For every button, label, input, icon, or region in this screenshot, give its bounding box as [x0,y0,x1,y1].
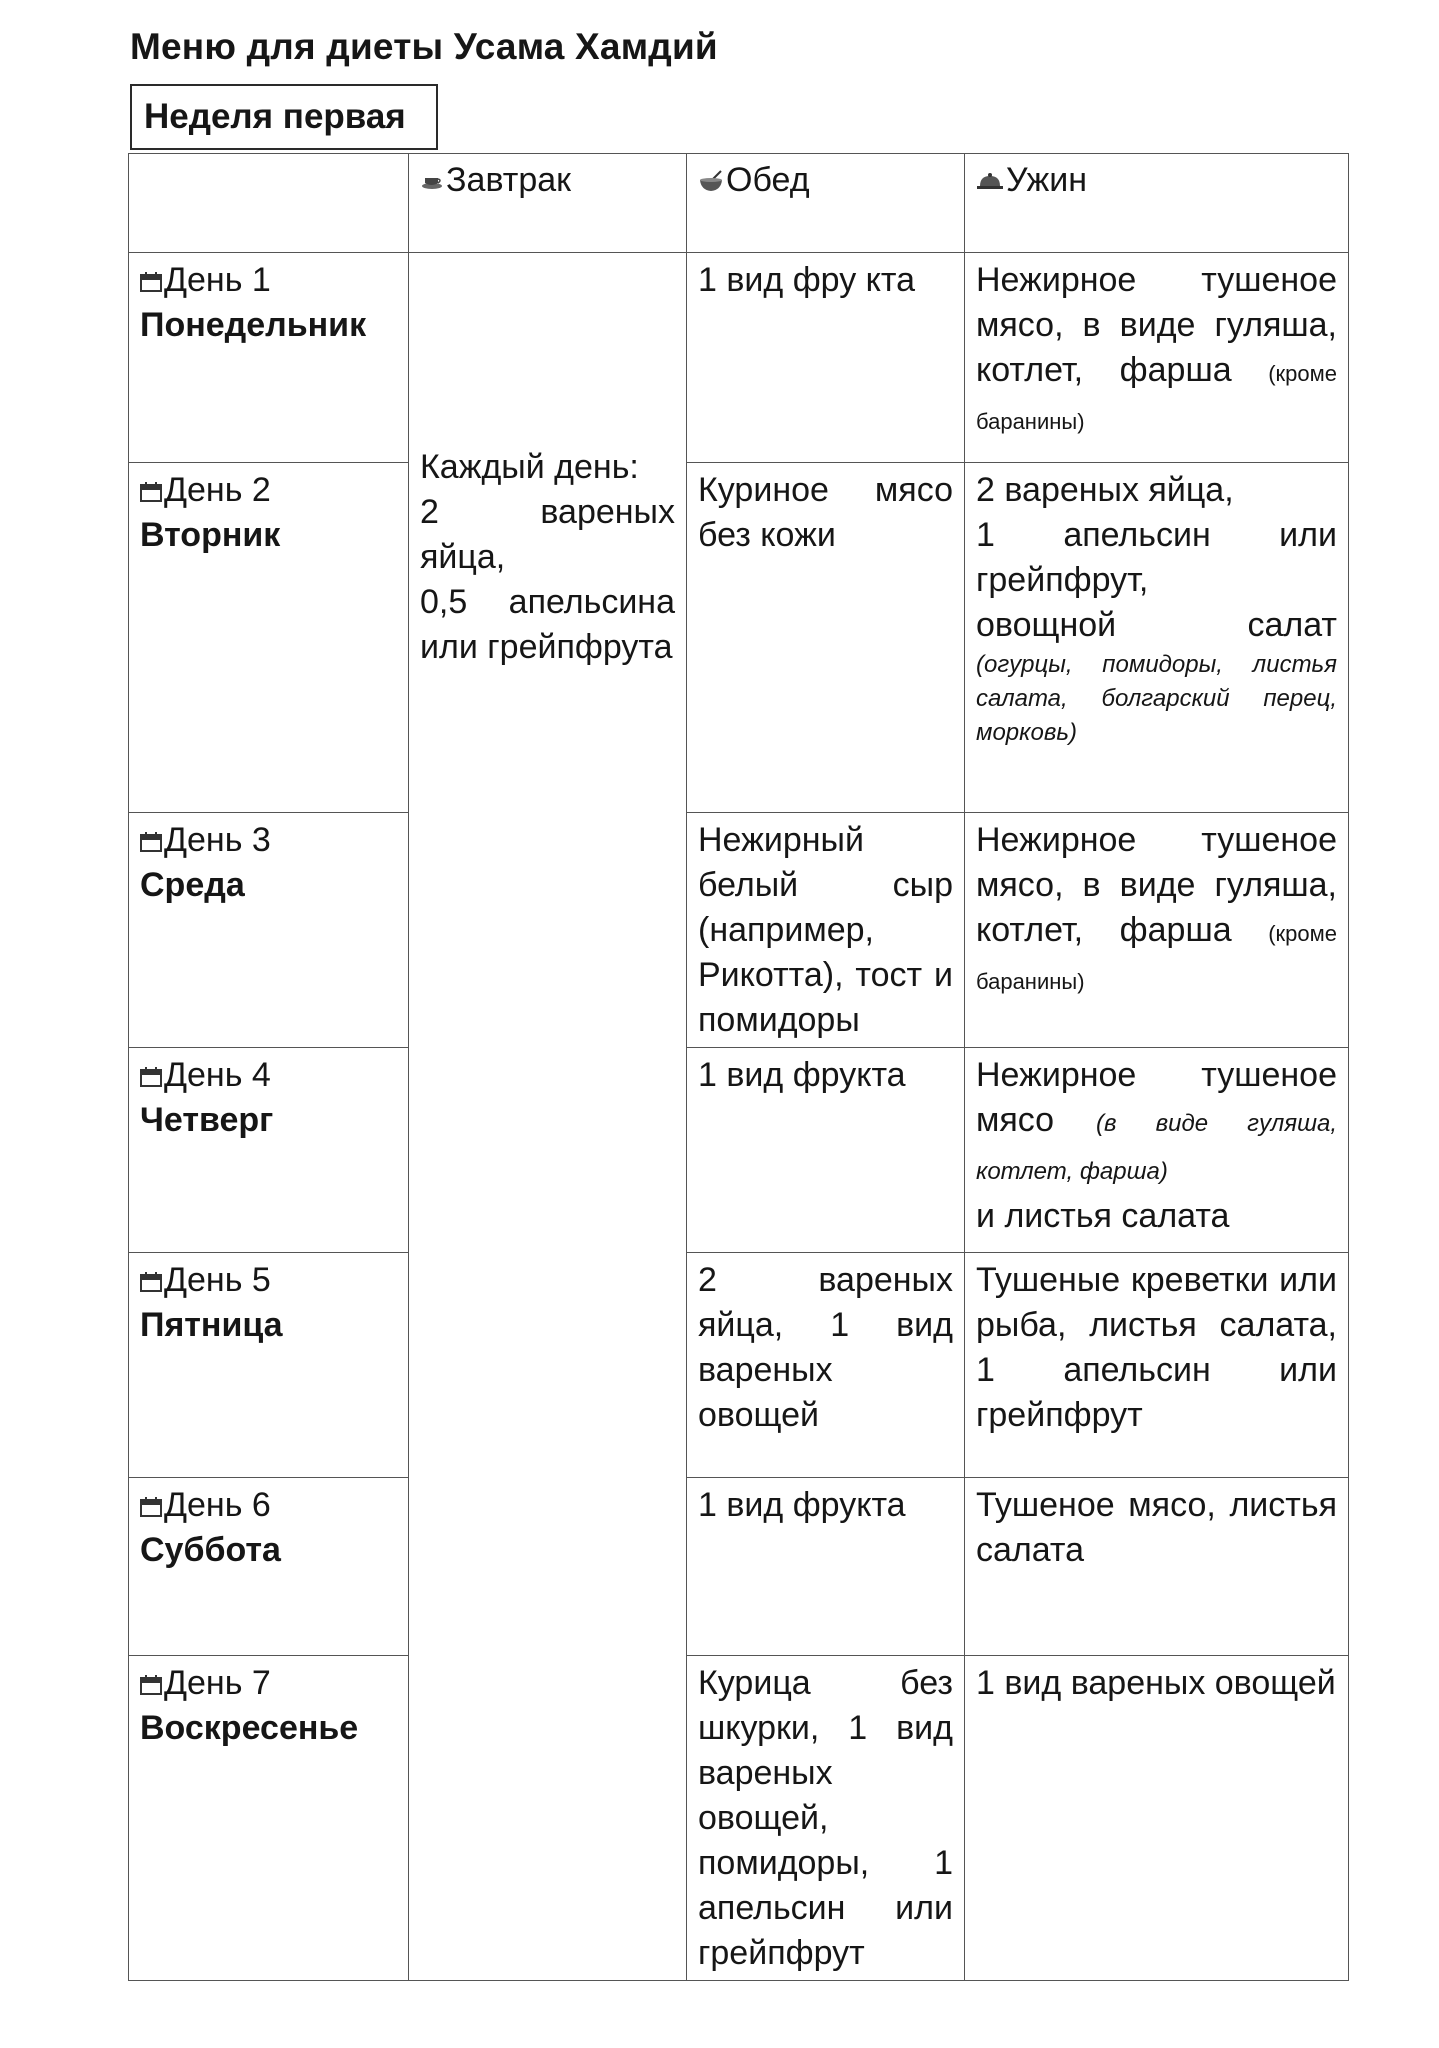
dinner-line-2: 1 апельсин или грейпфрут, [976,516,1337,599]
calendar-icon [140,1497,162,1517]
day-cell [129,253,409,463]
dinner-note: (кроме баранины) [976,361,1337,434]
dinner-note: (кроме баранины) [976,921,1337,994]
day-label-text: День 5 [164,1261,271,1299]
table-row-day-4 [129,1048,1349,1253]
table-row-day-3 [129,813,1349,1048]
lunch-cell: 1 вид фрукта [687,1478,965,1656]
day-name: Суббота [140,1531,281,1569]
day-name: Вторник [140,516,281,554]
dinner-cell: 1 вид вареных овощей [965,1656,1349,1981]
header-breakfast [409,154,687,253]
lunch-cell: Нежирный белый сыр (например, Рикотта), тост и помидоры [687,813,965,1048]
cup-icon [420,172,444,192]
day-name: Пятница [140,1306,283,1344]
breakfast-line-3: 0,5 апельсина или грейпфрута [420,583,675,666]
lunch-cell: 2 вареных яйца, 1 вид вареных овощей [687,1253,965,1478]
day-label-text: День 6 [164,1486,271,1524]
day-name: Понедельник [140,306,367,344]
dinner-note: (огурцы, помидоры, листья салата, болгарский перец, морковь) [976,651,1337,746]
day-name: Четверг [140,1101,274,1139]
table-row-day-5 [129,1253,1349,1478]
document-title: Меню для диеты Усама Хамдий [130,26,718,67]
day-cell [129,1048,409,1253]
header-dinner [965,154,1349,253]
dinner-text: Нежирное тушеное мясо, в виде гуляша, котлет, фарша [976,261,1337,389]
dinner-cell [965,463,1349,813]
dinner-cell [965,253,1349,463]
cloche-icon [976,171,1004,193]
dinner-line-1: 2 вареных яйца, [976,471,1234,509]
calendar-icon [140,272,162,292]
header-breakfast-label: Завтрак [446,161,572,199]
header-empty-cell [129,154,409,253]
header-lunch-label: Обед [726,161,810,199]
table-row-day-1 [129,253,1349,463]
dinner-tail: и листья салата [976,1197,1230,1235]
calendar-icon [140,1675,162,1695]
table-row-day-7 [129,1656,1349,1981]
day-label-text: День 1 [164,261,271,299]
table-row-day-6 [129,1478,1349,1656]
diet-menu-table [128,153,1349,1981]
calendar-icon [140,1272,162,1292]
day-cell [129,1656,409,1981]
calendar-icon [140,482,162,502]
day-cell [129,1253,409,1478]
dinner-cell [965,1048,1349,1253]
dinner-cell [965,813,1349,1048]
day-cell [129,1478,409,1656]
breakfast-line-2: 2 вареных яйца, [420,493,675,576]
day-name: Среда [140,866,245,904]
lunch-cell: Куриное мясо без кожи [687,463,965,813]
breakfast-line-1: Каждый день: [420,448,639,486]
day-cell [129,463,409,813]
lunch-cell: Курица без шкурки, 1 вид вареных овощей, помидоры, 1 апельсин или грейпфрут [687,1656,965,1981]
header-lunch [687,154,965,253]
calendar-icon [140,1067,162,1087]
day-label-text: День 7 [164,1664,271,1702]
breakfast-all-days-cell [409,253,687,1981]
day-label-text: День 2 [164,471,271,509]
day-label-text: День 3 [164,821,271,859]
dinner-text: Нежирное тушеное мясо, в виде гуляша, котлет, фарша [976,821,1337,949]
week-label-box: Неделя первая [130,84,438,150]
table-row-day-2 [129,463,1349,813]
dinner-line-3: овощной салат [976,606,1337,644]
dinner-cell: Тушеное мясо, листья салата [965,1478,1349,1656]
dinner-note: (в виде гуляша, котлет, фарша) [976,1110,1337,1185]
bowl-icon [698,170,724,194]
calendar-icon [140,832,162,852]
day-cell [129,813,409,1048]
day-name: Воскресенье [140,1709,359,1747]
table-header-row [129,154,1349,253]
header-dinner-label: Ужин [1006,161,1087,199]
day-label-text: День 4 [164,1056,271,1094]
dinner-text: Нежирное тушеное мясо [976,1056,1337,1139]
lunch-cell: 1 вид фру кта [687,253,965,463]
dinner-cell: Тушеные креветки или рыба, листья салата, 1 апельсин или грейпфрут [965,1253,1349,1478]
lunch-cell: 1 вид фрукта [687,1048,965,1253]
